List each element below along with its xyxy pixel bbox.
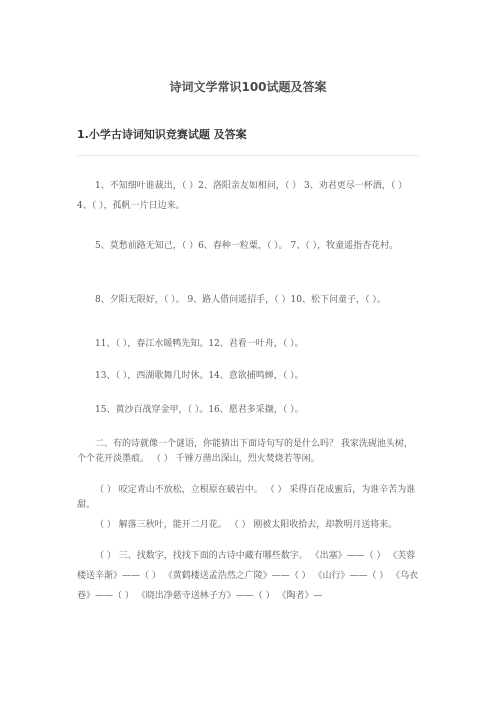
paragraph-7: 二、有的诗就像一个谜语，你能猜出下面诗句写的是什么吗？ 我家洗砚池头树，个个花开淡墨痕。 （ ） 千锤万凿出深山，烈火焚烧若等闲。 <box>77 439 413 464</box>
paragraph-4: 11、（ ），春江水暖鸭先知。12、君看一叶舟，（ ）。 <box>95 339 304 349</box>
section-divider <box>77 155 419 156</box>
paragraph-8: （ ） 咬定青山不放松，立根原在破岩中。 （ ） 采得百花成蜜后，为谁辛苦为谁甜。 <box>77 485 416 510</box>
document-title: 诗词文学常识100试题及答案 <box>169 80 327 94</box>
paragraph-6: 15、黄沙百战穿金甲，（ ）。16、愿君多采撷，（ ）。 <box>95 405 304 415</box>
paragraph-3: 8、夕阳无限好，（ ）。 9、路人借问遥招手，（ ）10、松下问童子，（ ）。 <box>95 295 386 305</box>
paragraph-1: 1、不知细叶谁裁出，（ ）2、洛阳亲友如相问，（ ） 3、劝君更尽一杯酒，（ ）4、（ ），孤帆一片日边来。 <box>77 181 408 211</box>
section-heading: 1.小学古诗词知识竞赛试题 及答案 <box>77 128 247 141</box>
paragraph-5: 13、（ ），西湖歌舞几时休。14、意欲捕鸣蝉，（ ）。 <box>95 371 304 381</box>
paragraph-9: （ ） 解落三秋叶，能开二月花。 （ ） 刚被太阳收拾去，却教明月送将来。 <box>95 520 398 530</box>
paragraph-2: 5、莫愁前路无知己，（ ）6、春种一粒粟，（ ）。 7、（ ），牧童遥指杏花村。 <box>95 241 399 251</box>
paragraph-10: （ ） 三、找数字，找找下面的古诗中藏有哪些数字。 《出塞》——（ ） 《芙蓉楼送辛渐》——（ ） 《黄鹤楼送孟浩然之广陵》——（ ） 《山行》——（ ） 《乌衣巷》——（ ） 《晓出净慈寺送林子方》——（ ） 《陶者》— <box>77 551 419 601</box>
